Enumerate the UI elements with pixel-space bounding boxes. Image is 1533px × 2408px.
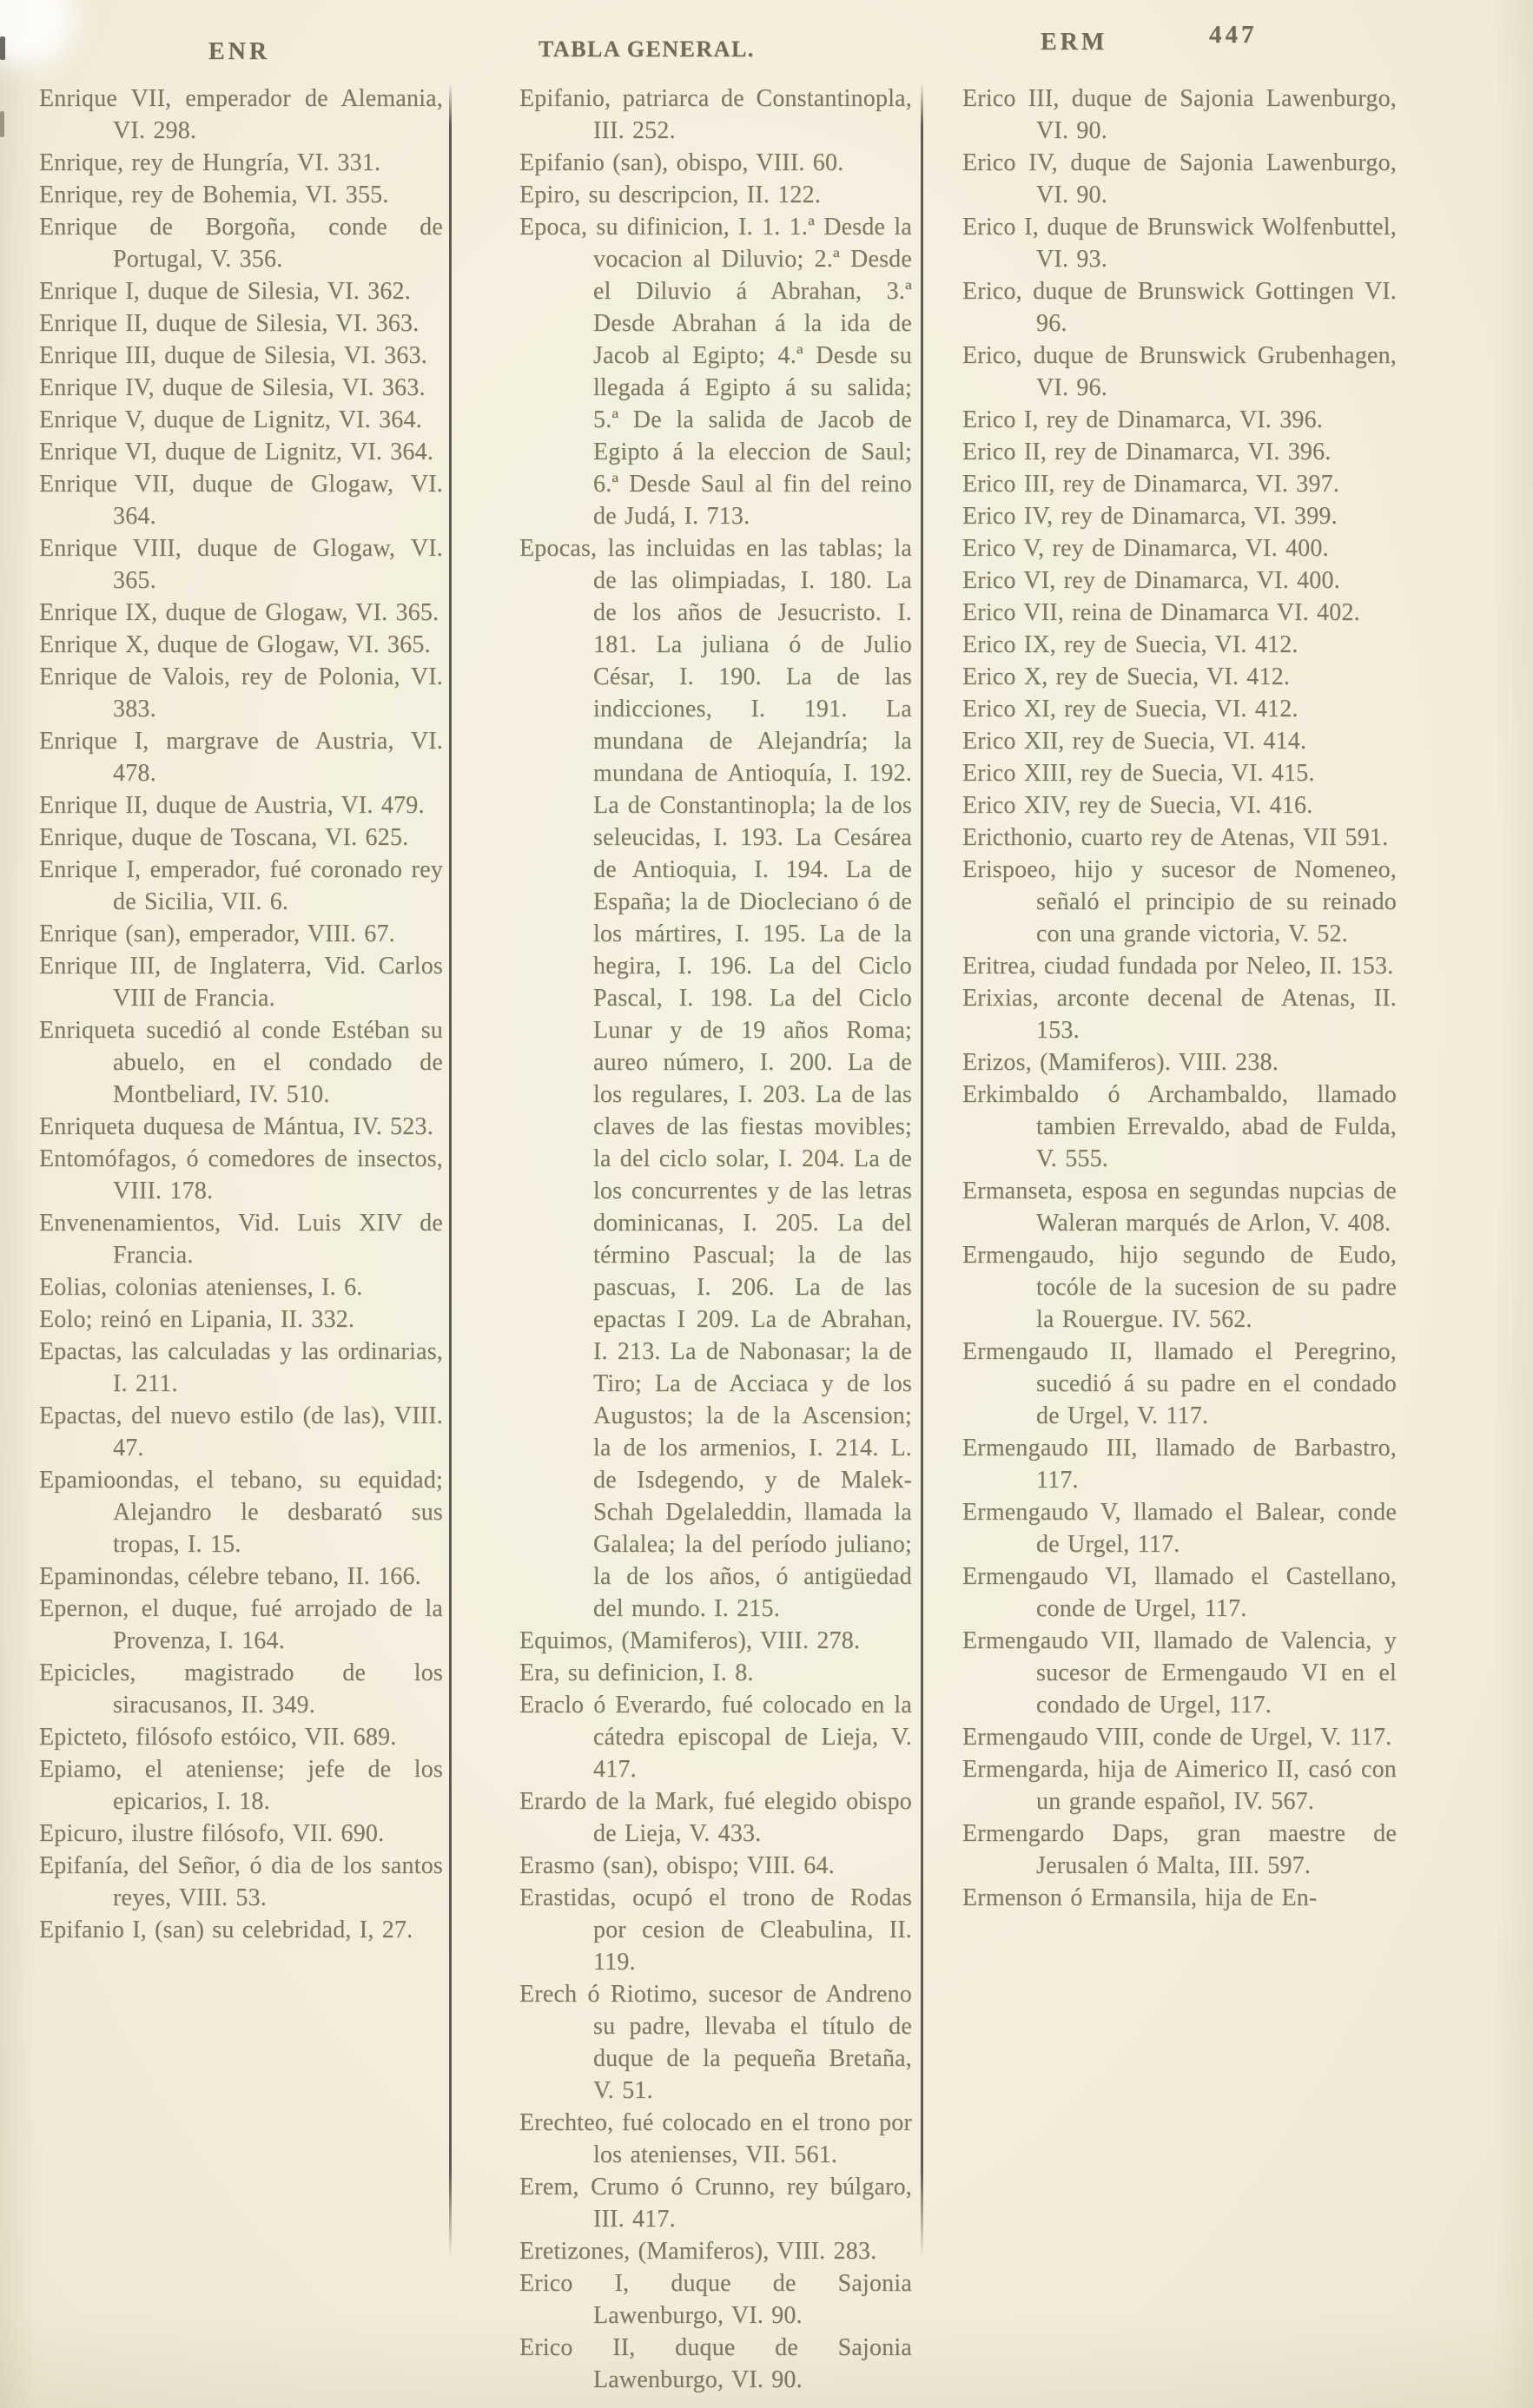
index-entry: Epifanio (san), obispo, VIII. 60. <box>519 149 844 176</box>
index-entry: Enrique III, de Inglaterra, Vid. Carlos VIII de Francia. <box>39 953 443 1012</box>
index-entry: Epiamo, el ateniense; jefe de los epicarios, I. 18. <box>39 1756 443 1815</box>
index-entry: Enrique VII, emperador de Alemania, VI. 298. <box>39 85 443 144</box>
index-entry: Eretizones, (Mamiferos), VIII. 283. <box>519 2238 877 2265</box>
index-column-1 <box>39 82 443 1946</box>
index-entry: Enrique (san), emperador, VIII. 67. <box>39 920 395 947</box>
index-entry: Enrique VII, duque de Glogaw, VI. 364. <box>39 471 443 530</box>
index-entry: Epactas, del nuevo estilo (de las), VIII. 47. <box>39 1402 443 1461</box>
index-column-2 <box>519 82 912 2396</box>
index-entry: Equimos, (Mamiferos), VIII. 278. <box>519 1627 861 1654</box>
index-entry: Erico, duque de Brunswick Gottingen VI. 96. <box>962 278 1397 337</box>
index-entry: Epifanía, del Señor, ó dia de los santos reyes, VIII. 53. <box>39 1852 443 1911</box>
index-entry: Enrique X, duque de Glogaw, VI. 365. <box>39 631 431 658</box>
page-title: TABLA GENERAL. <box>539 36 755 62</box>
index-column-3 <box>962 82 1397 1914</box>
index-entry: Epernon, el duque, fué arrojado de la Provenza, I. 164. <box>39 1595 443 1654</box>
index-entry: Erico XII, rey de Suecia, VI. 414. <box>962 728 1307 755</box>
index-entry: Enrique VIII, duque de Glogaw, VI. 365. <box>39 535 443 594</box>
index-entry: Erasmo (san), obispo; VIII. 64. <box>519 1852 835 1879</box>
index-entry: Enrique V, duque de Lignitz, VI. 364. <box>39 406 422 433</box>
index-entry: Eolo; reinó en Lipania, II. 332. <box>39 1306 355 1333</box>
index-entry: Ermengardo Daps, gran maestre de Jerusalen ó Malta, III. 597. <box>962 1820 1397 1879</box>
index-entry: Epicicles, magistrado de los siracusanos, II. 349. <box>39 1659 443 1719</box>
index-entry: Erico VII, reina de Dinamarca VI. 402. <box>962 599 1360 626</box>
index-entry: Enrique I, duque de Silesia, VI. 362. <box>39 278 411 305</box>
index-entry: Erico I, duque de Sajonia Lawenburgo, VI. 90. <box>519 2270 912 2329</box>
running-head-right: ERM <box>1041 29 1108 56</box>
index-entry: Erico II, rey de Dinamarca, VI. 396. <box>962 439 1331 465</box>
index-entry: Ermengaudo III, llamado de Barbastro, 117. <box>962 1435 1397 1494</box>
index-entry: Erech ó Riotimo, sucesor de Andreno su padre, llevaba el título de duque de la pequeña Bretaña, V. 51. <box>519 1981 912 2104</box>
index-entry: Erechteo, fué colocado en el trono por los atenienses, VII. 561. <box>519 2109 912 2168</box>
index-entry: Ermengaudo VI, llamado el Castellano, conde de Urgel, 117. <box>962 1563 1397 1622</box>
index-entry: Ermenson ó Ermansila, hija de En- <box>962 1884 1318 1911</box>
index-entry: Epicuro, ilustre filósofo, VII. 690. <box>39 1820 385 1847</box>
index-entry: Erico, duque de Brunswick Grubenhagen, VI. 96. <box>962 342 1397 401</box>
index-entry: Erico III, duque de Sajonia Lawenburgo, VI. 90. <box>962 85 1397 144</box>
page-number: 447 <box>1209 21 1258 49</box>
index-entry: Erkimbaldo ó Archambaldo, llamado tambien Errevaldo, abad de Fulda, V. 555. <box>962 1081 1397 1172</box>
index-entry: Erico I, duque de Brunswick Wolfenbuttel, VI. 93. <box>962 214 1397 273</box>
index-entry: Ermanseta, esposa en segundas nupcias de Waleran marqués de Arlon, V. 408. <box>962 1178 1397 1237</box>
index-entry: Epiro, su descripcion, II. 122. <box>519 181 822 208</box>
index-entry: Eraclo ó Everardo, fué colocado en la cátedra episcopal de Lieja, V. 417. <box>519 1692 912 1783</box>
index-entry: Erico V, rey de Dinamarca, VI. 400. <box>962 535 1329 562</box>
index-entry: Erico IV, duque de Sajonia Lawenburgo, VI. 90. <box>962 149 1397 208</box>
index-entry: Erico XIV, rey de Suecia, VI. 416. <box>962 792 1313 819</box>
index-entry: Entomófagos, ó comedores de insectos, VIII. 178. <box>39 1145 443 1204</box>
index-entry: Enrique IX, duque de Glogaw, VI. 365. <box>39 599 439 626</box>
index-entry: Erixias, arconte decenal de Atenas, II. 153. <box>962 985 1397 1044</box>
index-entry: Enriqueta sucedió al conde Estéban su abuelo, en el condado de Montbeliard, IV. 510. <box>39 1017 443 1108</box>
index-entry: Erico I, rey de Dinamarca, VI. 396. <box>962 406 1323 433</box>
index-entry: Enrique de Valois, rey de Polonia, VI. 383. <box>39 663 443 722</box>
index-entry: Epactas, las calculadas y las ordinarias, I. 211. <box>39 1338 443 1397</box>
scan-artifact <box>0 36 5 60</box>
index-entry: Erico X, rey de Suecia, VI. 412. <box>962 663 1291 690</box>
index-entry: Enrique I, emperador, fué coronado rey de Sicilia, VII. 6. <box>39 856 443 915</box>
index-entry: Ermengaudo VII, llamado de Valencia, y sucesor de Ermengaudo VI en el condado de Urgel, 117. <box>962 1627 1397 1719</box>
index-entry: Envenenamientos, Vid. Luis XIV de Francia. <box>39 1210 443 1269</box>
index-entry: Erico VI, rey de Dinamarca, VI. 400. <box>962 567 1340 594</box>
index-entry: Enrique IV, duque de Silesia, VI. 363. <box>39 374 426 401</box>
index-entry: Enrique, duque de Toscana, VI. 625. <box>39 824 409 851</box>
index-entry: Ericthonio, cuarto rey de Atenas, VII 591. <box>962 824 1389 851</box>
index-entry: Erico III, rey de Dinamarca, VI. 397. <box>962 471 1340 498</box>
index-entry: Epifanio, patriarca de Constantinopla, III. 252. <box>519 85 912 144</box>
index-entry: Erico IV, rey de Dinamarca, VI. 399. <box>962 503 1338 530</box>
index-entry: Erizos, (Mamiferos). VIII. 238. <box>962 1049 1279 1076</box>
index-entry: Erico XI, rey de Suecia, VI. 412. <box>962 696 1298 722</box>
index-entry: Epocas, las incluidas en las tablas; la de las olimpiadas, I. 180. La de los años de Jesucristo. I. 181. La juliana ó de Julio César, I. 190. La de las indicciones, I. 191. La mundana de Alejandría; la mundana de Antioquía, I. 192. La de Constantinopla; la de los seleucidas, I. 193. La Cesárea de Antioquia, I. 194. La de España; la de Diocleciano ó de los mártires, I. 195. La de la hegira, I. 196. La del Ciclo Pascal, I. 198. La del Ciclo Lunar y de 19 años Roma; aureo número, I. 200. La de los regulares, I. 203. La de las claves de las fiestas movibles; la del ciclo solar, I. 204. La de los concurrentes y de las letras dominicanas, I. 205. La del término Pascual; la de las pascuas, I. 206. La de las epactas I 209. La de Abrahan, I. 213. La de Nabonasar; la de Tiro; La de Acciaca y de los Augustos; la de la Ascension; la de los armenios, I. 214. L. de Isdegendo, y de Malek-Schah Dgelaleddin, llamada la Galalea; la del período juliano; la de los años, ó antigüedad del mundo. I. 215. <box>519 535 912 1622</box>
running-head-left: ENR <box>208 38 271 65</box>
column-rule-right <box>921 82 923 2258</box>
index-entry: Epicteto, filósofo estóico, VII. 689. <box>39 1724 397 1751</box>
index-entry: Erastidas, ocupó el trono de Rodas por cesion de Cleabulina, II. 119. <box>519 1884 912 1976</box>
index-entry: Epamioondas, el tebano, su equidad; Alejandro le desbarató sus tropas, I. 15. <box>39 1467 443 1558</box>
index-entry: Ermengaudo, hijo segundo de Eudo, tocóle de la sucesion de su padre la Rouergue. IV. 562. <box>962 1242 1397 1333</box>
index-entry: Enrique, rey de Bohemia, VI. 355. <box>39 181 389 208</box>
index-entry: Eolias, colonias atenienses, I. 6. <box>39 1274 363 1301</box>
index-entry: Enrique III, duque de Silesia, VI. 363. <box>39 342 427 369</box>
index-entry: Epaminondas, célebre tebano, II. 166. <box>39 1563 421 1590</box>
scan-artifact <box>0 111 4 137</box>
index-entry: Epoca, su difinicion, I. 1. 1.ª Desde la vocacion al Diluvio; 2.ª Desde el Diluvio á Abrahan, 3.ª Desde Abrahan á la ida de Jacob al Egipto; 4.ª Desde su llegada á Egipto á su salida; 5.ª De la salida de Jacob de Egipto á la eleccion de Saul; 6.ª Desde Saul al fin del reino de Judá, I. 713. <box>519 214 912 530</box>
index-entry: Enrique I, margrave de Austria, VI. 478. <box>39 728 443 787</box>
index-entry: Ermengaudo V, llamado el Balear, conde de Urgel, 117. <box>962 1499 1397 1558</box>
index-entry: Erico IX, rey de Suecia, VI. 412. <box>962 631 1298 658</box>
index-entry: Erardo de la Mark, fué elegido obispo de Lieja, V. 433. <box>519 1788 912 1847</box>
index-entry: Ermengaudo VIII, conde de Urgel, V. 117. <box>962 1724 1392 1751</box>
index-entry: Enrique de Borgoña, conde de Portugal, V. 356. <box>39 214 443 273</box>
index-entry: Ermengarda, hija de Aimerico II, casó con un grande español, IV. 567. <box>962 1756 1397 1815</box>
index-entry: Erispoeo, hijo y sucesor de Nomeneo, señaló el principio de su reinado con una grande victoria, V. 52. <box>962 856 1397 947</box>
index-entry: Enrique, rey de Hungría, VI. 331. <box>39 149 381 176</box>
index-entry: Erem, Crumo ó Crunno, rey búlgaro, III. 417. <box>519 2174 912 2233</box>
column-rule-left <box>449 82 452 2258</box>
index-entry: Ermengaudo II, llamado el Peregrino, sucedió á su padre en el condado de Urgel, V. 117. <box>962 1338 1397 1429</box>
index-entry: Erico II, duque de Sajonia Lawenburgo, VI. 90. <box>519 2334 912 2393</box>
index-entry: Enrique II, duque de Silesia, VI. 363. <box>39 310 420 337</box>
index-entry: Erico XIII, rey de Suecia, VI. 415. <box>962 760 1315 787</box>
index-entry: Enrique II, duque de Austria, VI. 479. <box>39 792 425 819</box>
scan-flare <box>0 0 75 66</box>
index-entry: Epifanio I, (san) su celebridad, I, 27. <box>39 1917 413 1943</box>
index-entry: Era, su definicion, I. 8. <box>519 1659 754 1686</box>
index-entry: Eritrea, ciudad fundada por Neleo, II. 153. <box>962 953 1394 980</box>
index-entry: Enriqueta duquesa de Mántua, IV. 523. <box>39 1113 433 1140</box>
index-entry: Enrique VI, duque de Lignitz, VI. 364. <box>39 439 434 465</box>
